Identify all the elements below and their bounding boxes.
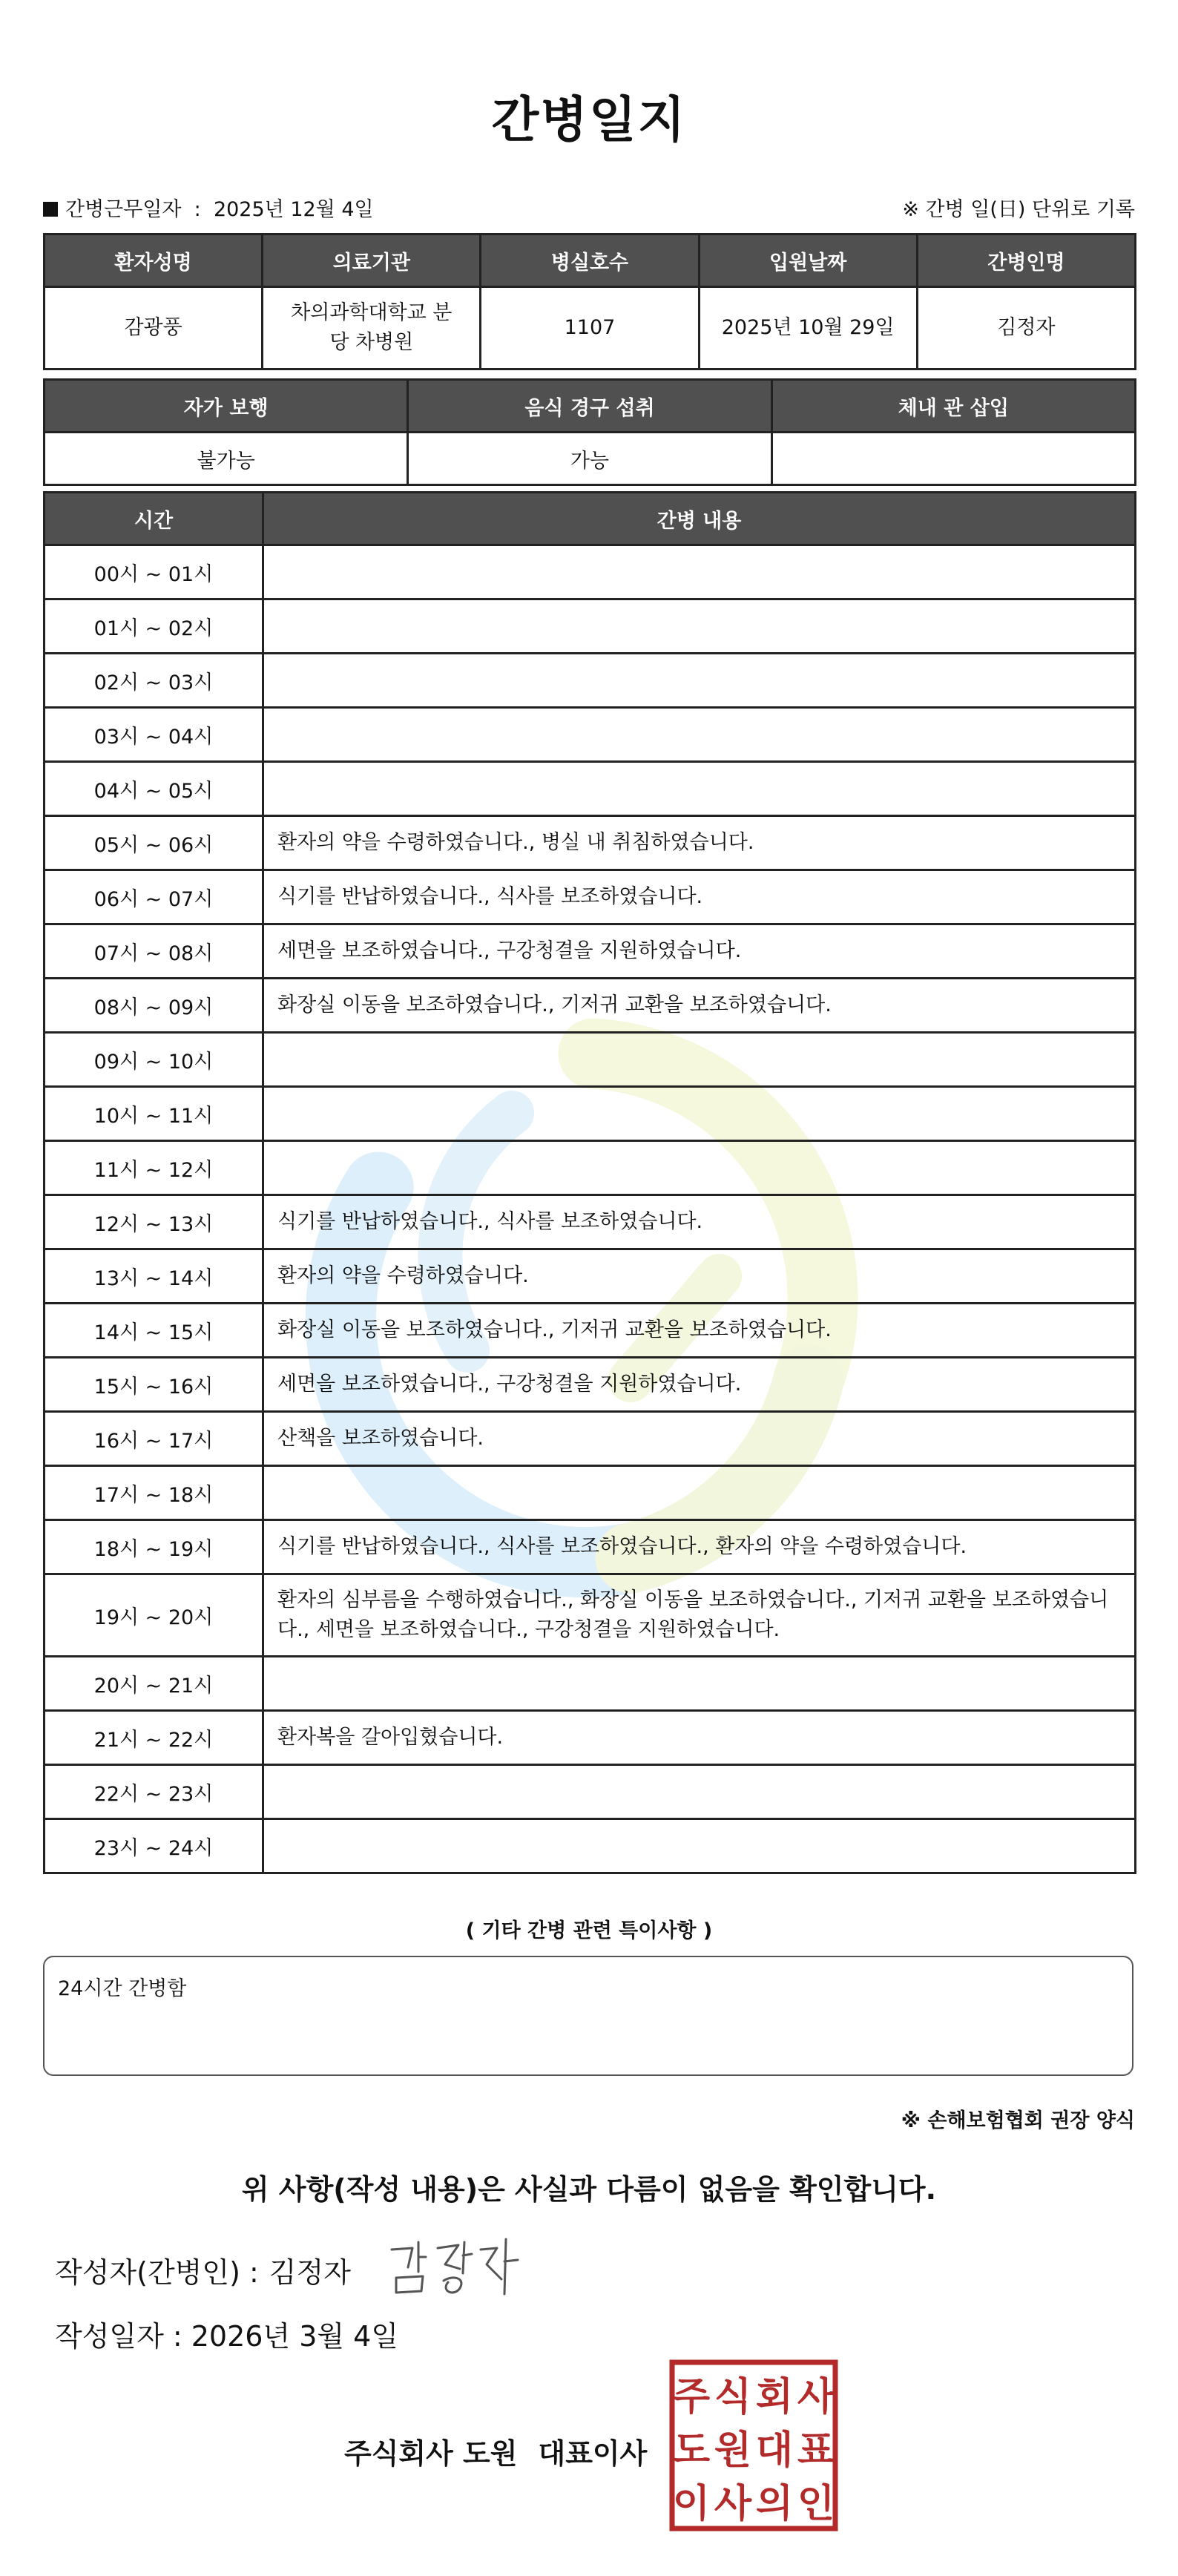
care-content-cell xyxy=(263,1819,1136,1873)
care-log-body xyxy=(45,545,1136,1873)
seal-character: 대 xyxy=(755,2428,794,2473)
time-cell: 02시 ~ 03시 xyxy=(45,654,263,708)
company-ceo-title: 대표이사 xyxy=(538,2437,648,2470)
time-cell: 06시 ~ 07시 xyxy=(45,870,263,924)
time-cell: 15시 ~ 16시 xyxy=(45,1358,263,1412)
time-cell: 16시 ~ 17시 xyxy=(45,1412,263,1466)
table-row xyxy=(45,708,1136,762)
table-row xyxy=(45,1141,1136,1195)
time-cell: 12시 ~ 13시 xyxy=(45,1195,263,1249)
care-content-cell: 환자복을 갈아입혔습니다. xyxy=(263,1711,1136,1765)
care-content-cell xyxy=(263,1087,1136,1141)
table-row xyxy=(45,1574,1136,1657)
table-row xyxy=(45,599,1136,654)
company-name: 주식회사 도원 xyxy=(344,2437,518,2470)
seal-character: 인 xyxy=(797,2482,835,2526)
header-tube-insertion: 체내 관 삽입 xyxy=(771,380,1135,433)
table-row xyxy=(45,1466,1136,1520)
header-oral-intake: 음식 경구 섭취 xyxy=(408,380,771,433)
confirmation-statement: 위 사항(작성 내용)은 사실과 다름이 없음을 확인합니다. xyxy=(241,2173,937,2206)
meta-row xyxy=(43,193,1135,223)
care-content-cell: 세면을 보조하였습니다., 구강청결을 지원하였습니다. xyxy=(263,924,1136,979)
table-row xyxy=(45,1033,1136,1087)
seal-character: 주 xyxy=(672,2375,711,2419)
care-content-cell: 세면을 보조하였습니다., 구강청결을 지원하였습니다. xyxy=(263,1358,1136,1412)
handwritten-signature xyxy=(386,2235,527,2299)
patient-status-table xyxy=(43,378,1136,486)
seal-character: 원 xyxy=(714,2428,752,2473)
table-row xyxy=(45,1358,1136,1412)
care-content-cell: 화장실 이동을 보조하였습니다., 기저귀 교환을 보조하였습니다. xyxy=(263,1304,1136,1358)
writer-name: 김정자 xyxy=(269,2256,351,2289)
work-date xyxy=(43,193,374,222)
care-content-cell xyxy=(263,599,1136,654)
patient-header-row xyxy=(45,234,1136,287)
time-cell: 07시 ~ 08시 xyxy=(45,924,263,979)
table-row xyxy=(45,1249,1136,1304)
care-content-cell: 식기를 반납하였습니다., 식사를 보조하였습니다., 환자의 약을 수령하였습니다. xyxy=(263,1520,1136,1574)
header-caregiver-name: 간병인명 xyxy=(917,234,1135,287)
care-content-cell: 화장실 이동을 보조하였습니다., 기저귀 교환을 보조하였습니다. xyxy=(263,979,1136,1033)
seal-character: 의 xyxy=(755,2482,794,2526)
time-cell: 23시 ~ 24시 xyxy=(45,1819,263,1873)
table-row xyxy=(45,545,1136,599)
table-row xyxy=(45,1087,1136,1141)
time-cell: 08시 ~ 09시 xyxy=(45,979,263,1033)
form-note: ※ 손해보험협회 권장 양식 xyxy=(901,2109,1135,2132)
time-cell: 17시 ~ 18시 xyxy=(45,1466,263,1520)
time-cell: 14시 ~ 15시 xyxy=(45,1304,263,1358)
header-time: 시간 xyxy=(45,493,263,545)
patient-value-row xyxy=(45,287,1136,369)
table-row xyxy=(45,762,1136,816)
seal-character: 회 xyxy=(755,2375,794,2419)
table-row xyxy=(45,1412,1136,1466)
notes-box xyxy=(43,1956,1133,2076)
work-date-label: 간병근무일자 xyxy=(65,198,182,221)
time-cell: 10시 ~ 11시 xyxy=(45,1087,263,1141)
care-content-cell xyxy=(263,762,1136,816)
care-content-cell xyxy=(263,708,1136,762)
care-content-cell xyxy=(263,1765,1136,1819)
time-cell: 22시 ~ 23시 xyxy=(45,1765,263,1819)
table-row xyxy=(45,1657,1136,1711)
care-content-cell: 산책을 보조하였습니다. xyxy=(263,1412,1136,1466)
patient-info-table xyxy=(43,233,1136,370)
care-content-cell: 식기를 반납하였습니다., 식사를 보조하였습니다. xyxy=(263,870,1136,924)
work-date-value: 2025년 12월 4일 xyxy=(213,198,374,221)
care-content-cell xyxy=(263,1657,1136,1711)
status-header-row xyxy=(45,380,1136,433)
care-content-cell xyxy=(263,1141,1136,1195)
written-date-line xyxy=(55,2313,398,2354)
status-value-row xyxy=(45,433,1136,485)
time-cell: 11시 ~ 12시 xyxy=(45,1141,263,1195)
oral-intake-value: 가능 xyxy=(408,433,771,485)
time-cell: 04시 ~ 05시 xyxy=(45,762,263,816)
written-date-value: 2026년 3월 4일 xyxy=(191,2320,399,2353)
time-cell: 01시 ~ 02시 xyxy=(45,599,263,654)
seal-character: 표 xyxy=(797,2428,835,2473)
institution-text: 차의과학대학교 분당 차병원 xyxy=(291,301,453,354)
header-institution: 의료기관 xyxy=(263,234,481,287)
header-self-walking: 자가 보행 xyxy=(45,380,408,433)
table-row xyxy=(45,1765,1136,1819)
time-cell: 21시 ~ 22시 xyxy=(45,1711,263,1765)
admission-date: 2025년 10월 29일 xyxy=(699,287,917,369)
care-content-cell: 환자의 약을 수령하였습니다. xyxy=(263,1249,1136,1304)
writer-line xyxy=(55,2250,351,2290)
seal-character: 식 xyxy=(714,2375,752,2419)
care-content-cell: 환자의 심부름을 수행하였습니다., 화장실 이동을 보조하였습니다., 기저귀 교환을 보조하였습니다., 세면을 보조하였습니다., 구강청결을 지원하였습니다. xyxy=(263,1574,1136,1657)
time-cell: 18시 ~ 19시 xyxy=(45,1520,263,1574)
seal-character: 도 xyxy=(672,2428,711,2473)
seal-character: 사 xyxy=(714,2482,752,2526)
header-patient-name: 환자성명 xyxy=(45,234,263,287)
table-row xyxy=(45,924,1136,979)
time-cell: 00시 ~ 01시 xyxy=(45,545,263,599)
time-cell: 20시 ~ 21시 xyxy=(45,1657,263,1711)
institution xyxy=(263,287,481,369)
notes-title: ( 기타 간병 관련 특이사항 ) xyxy=(465,1919,713,1942)
time-cell: 19시 ~ 20시 xyxy=(45,1574,263,1657)
seal-character: 이 xyxy=(672,2482,711,2526)
company-line xyxy=(344,2431,647,2471)
time-cell: 13시 ~ 14시 xyxy=(45,1249,263,1304)
table-row xyxy=(45,654,1136,708)
company-seal-stamp xyxy=(669,2359,838,2531)
page-title: 간병일지 xyxy=(491,91,687,148)
header-admission-date: 입원날짜 xyxy=(699,234,917,287)
table-row xyxy=(45,816,1136,870)
care-log-header-row xyxy=(45,493,1136,545)
care-content-cell: 식기를 반납하였습니다., 식사를 보조하였습니다. xyxy=(263,1195,1136,1249)
seal-character: 사 xyxy=(797,2375,835,2419)
care-content-cell: 환자의 약을 수령하였습니다., 병실 내 취침하였습니다. xyxy=(263,816,1136,870)
work-date-sep: : xyxy=(194,198,201,221)
table-row xyxy=(45,1711,1136,1765)
unit-note: ※ 간병 일(日) 단위로 기록 xyxy=(902,198,1135,221)
care-content-cell xyxy=(263,1466,1136,1520)
time-cell: 03시 ~ 04시 xyxy=(45,708,263,762)
care-content-cell xyxy=(263,545,1136,599)
time-cell: 09시 ~ 10시 xyxy=(45,1033,263,1087)
time-cell: 05시 ~ 06시 xyxy=(45,816,263,870)
square-bullet-icon xyxy=(43,202,58,217)
table-row xyxy=(45,1819,1136,1873)
writer-label: 작성자(간병인) : xyxy=(55,2256,259,2289)
care-log-table xyxy=(43,491,1136,1874)
self-walking-value: 불가능 xyxy=(45,433,408,485)
header-room-number: 병실호수 xyxy=(481,234,699,287)
written-date-label: 작성일자 : xyxy=(55,2320,182,2353)
caregiver-name: 김정자 xyxy=(917,287,1135,369)
table-row xyxy=(45,979,1136,1033)
notes-content: 24시간 간병함 xyxy=(58,1977,187,2000)
patient-name: 감광풍 xyxy=(45,287,263,369)
table-row xyxy=(45,1520,1136,1574)
room-number: 1107 xyxy=(481,287,699,369)
care-content-cell xyxy=(263,654,1136,708)
header-care-content: 간병 내용 xyxy=(263,493,1136,545)
table-row xyxy=(45,870,1136,924)
tube-insertion-value xyxy=(771,433,1135,485)
table-row xyxy=(45,1195,1136,1249)
table-row xyxy=(45,1304,1136,1358)
care-content-cell xyxy=(263,1033,1136,1087)
